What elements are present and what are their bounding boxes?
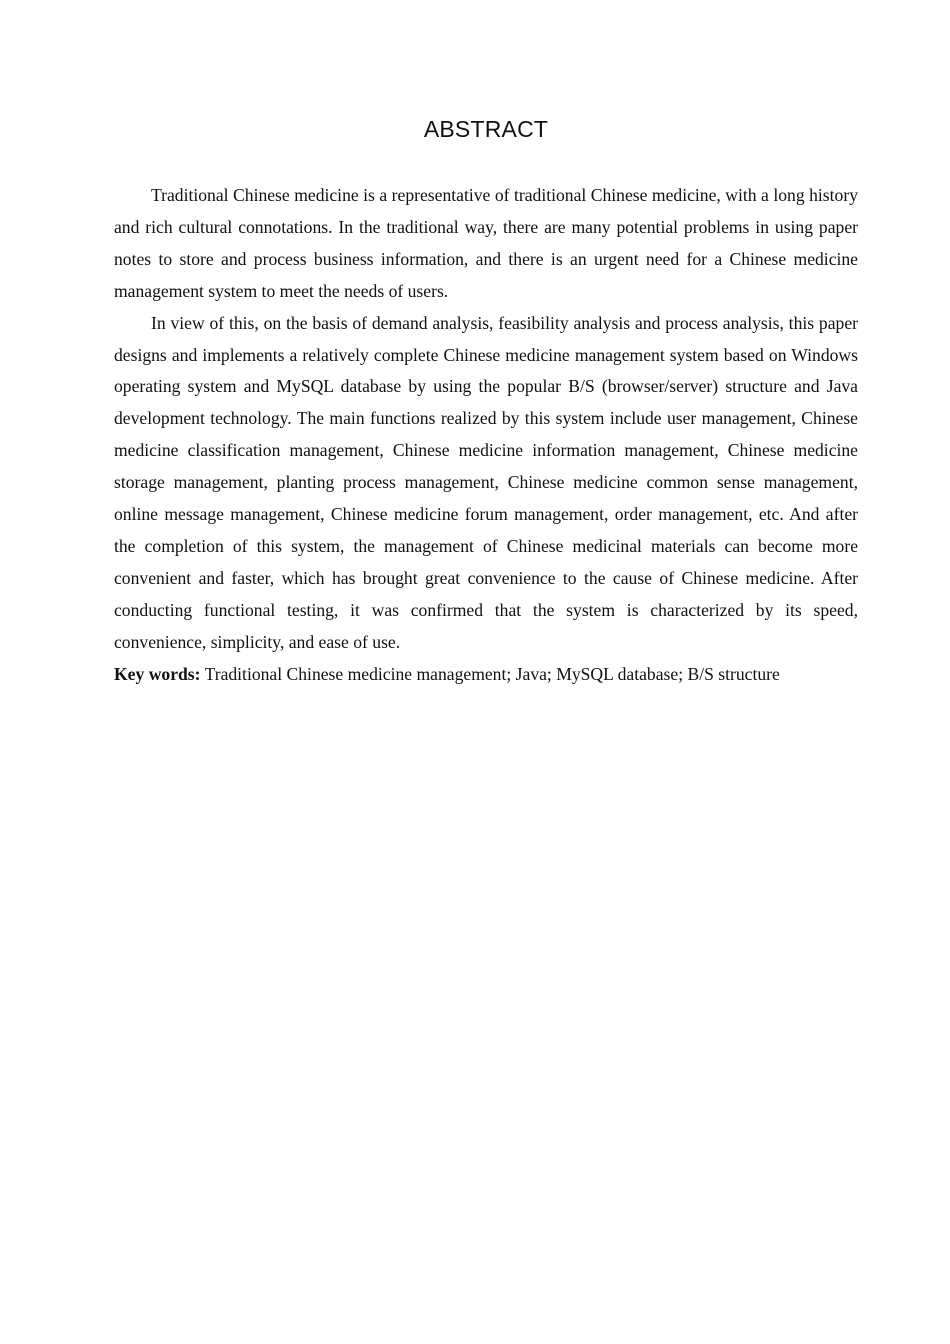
keywords-label: Key words: [114, 663, 201, 684]
keywords-text: Traditional Chinese medicine management; Java; MySQL database; B/S structure [200, 663, 780, 684]
abstract-body [114, 180, 858, 691]
keywords-line [114, 659, 858, 691]
abstract-paragraph-2: In view of this, on the basis of demand analysis, feasibility analysis and process analysis, this paper designs and implements a relatively complete Chinese medicine management system based on Windows operating system and MySQL database by using the popular B/S (browser/server) structure and Java development technology. The main functions realized by this system include user management, Chinese medicine classification management, Chinese medicine information management, Chinese medicine storage management, planting process management, Chinese medicine common sense management, online message management, Chinese medicine forum management, order management, etc. And after the completion of this system, the management of Chinese medicinal materials can become more convenient and faster, which has brought great convenience to the cause of Chinese medicine. After conducting functional testing, it was confirmed that the system is characterized by its speed, convenience, simplicity, and ease of use. [114, 312, 858, 652]
abstract-title: ABSTRACT [423, 116, 549, 142]
abstract-paragraph-1: Traditional Chinese medicine is a representative of traditional Chinese medicine, with a long history and rich cultural connotations. In the traditional way, there are many potential problems in using paper notes to store and process business information, and there is an urgent need for a Chinese medicine management system to meet the needs of users. [114, 185, 858, 301]
